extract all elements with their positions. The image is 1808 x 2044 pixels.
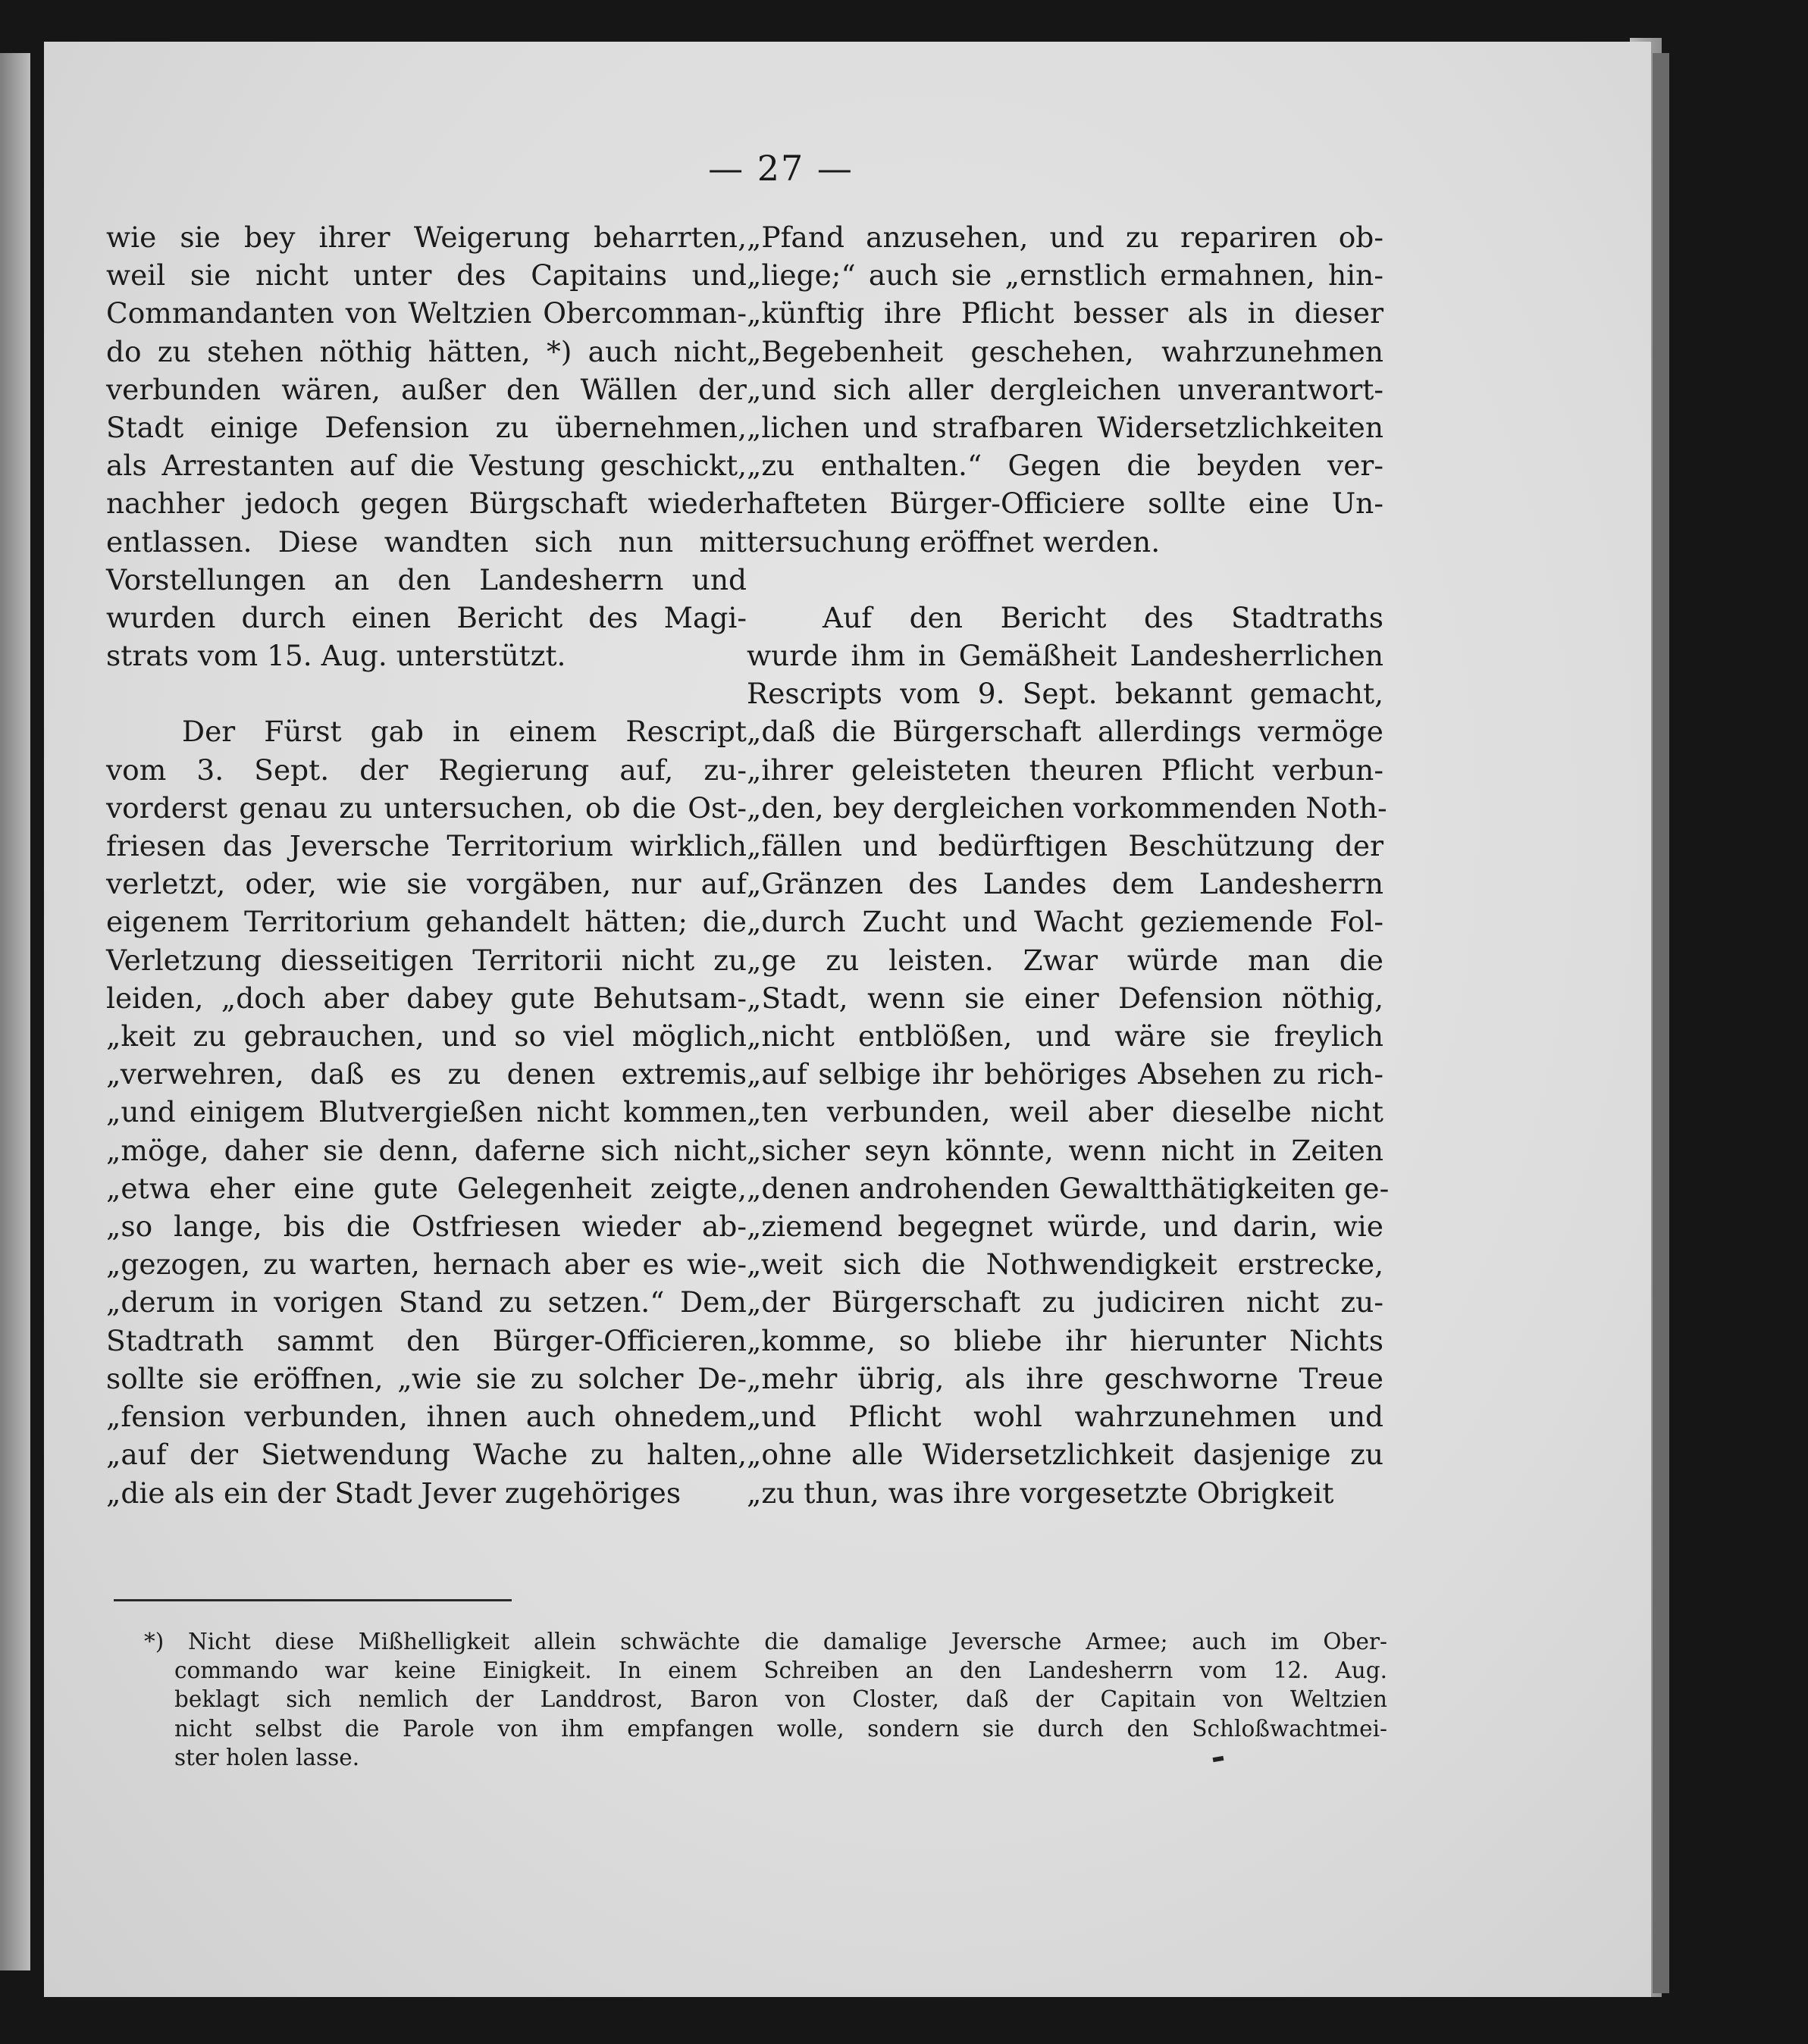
text-line: „Gränzen des Landes dem Landesherrn xyxy=(747,867,1383,901)
right-paragraph-2 xyxy=(747,599,1390,1512)
text-line: Vorstellungen an den Landesherrn und xyxy=(106,562,747,596)
text-line: vorderst genau zu untersuchen, ob die Ost- xyxy=(106,790,747,825)
text-line: friesen das Jeversche Territorium wirklich xyxy=(106,829,747,863)
text-line: beklagt sich nemlich der Landdrost, Baron von Closter, daß der Capitain von Weltzien xyxy=(174,1686,1387,1713)
text-line: leiden, „doch aber dabey gute Behutsam- xyxy=(106,981,747,1015)
previous-page-edge xyxy=(0,53,30,1970)
text-line: „weit sich die Nothwendigkeit erstrecke, xyxy=(747,1247,1383,1282)
text-line: Stadtrath sammt den Bürger-Officieren xyxy=(106,1323,747,1357)
text-line: „denen androhenden Gewaltthätigkeiten ge- xyxy=(747,1171,1390,1205)
text-line: „nicht entblößen, und wäre sie freylich xyxy=(747,1019,1383,1053)
text-line: sollte sie eröffnen, „wie sie zu solcher De- xyxy=(106,1361,747,1395)
text-line: „ge zu leisten. Zwar würde man die xyxy=(747,943,1383,977)
text-line: „komme, so bliebe ihr hierunter Nichts xyxy=(747,1323,1383,1357)
footnote-rule xyxy=(114,1599,512,1601)
text-line: *) Nicht diese Mißhelligkeit allein schwächte die damalige Jeversche Armee; auch im Ober- xyxy=(144,1629,1387,1654)
text-line: Verletzung diesseitigen Territorii nicht zu xyxy=(106,943,747,977)
text-line: „und Pflicht wohl wahrzunehmen und xyxy=(747,1400,1383,1434)
left-paragraph-2 xyxy=(106,712,747,1511)
text-line: „fension verbunden, ihnen auch ohnedem xyxy=(106,1400,747,1434)
text-line: wurde ihm in Gemäßheit Landesherrlichen xyxy=(747,639,1383,673)
text-line: „Begebenheit geschehen, wahrzunehmen xyxy=(747,334,1383,368)
footnote xyxy=(144,1627,1387,1772)
text-line: commando war keine Einigkeit. In einem Schreiben an den Landesherrn vom 12. Aug. xyxy=(174,1657,1387,1684)
text-line: „zu enthalten.“ Gegen die beyden ver- xyxy=(747,449,1383,483)
text-line: „etwa eher eine gute Gelegenheit zeigte, xyxy=(106,1171,747,1205)
text-line: Commandanten von Weltzien Obercomman- xyxy=(106,296,747,330)
page-shadow xyxy=(1653,53,1669,1993)
text-line: „auf der Sietwendung Wache zu halten, xyxy=(106,1438,747,1472)
page-number: — 27 — xyxy=(708,148,854,189)
text-line: „ihrer geleisteten theuren Pflicht verbun- xyxy=(747,753,1383,787)
text-line: „Stadt, wenn sie einer Defension nöthig, xyxy=(747,981,1383,1015)
text-line: als Arrestanten auf die Vestung geschickt, xyxy=(106,449,747,483)
text-line: „und einigem Blutvergießen nicht kommen xyxy=(106,1095,747,1129)
text-line: „zu thun, was ihre vorgesetzte Obrigkeit xyxy=(747,1476,1334,1510)
left-column xyxy=(106,218,747,1512)
left-paragraph-1 xyxy=(106,218,747,675)
right-column xyxy=(747,218,1390,1512)
text-line: „mehr übrig, als ihre geschworne Treue xyxy=(747,1361,1383,1395)
text-line: „gezogen, zu warten, hernach aber es wie- xyxy=(106,1247,747,1282)
text-line: „keit zu gebrauchen, und so viel möglich xyxy=(106,1019,747,1053)
text-line: do zu stehen nöthig hätten, *) auch nicht xyxy=(106,334,747,368)
text-line: entlassen. Diese wandten sich nun mit xyxy=(106,524,747,559)
text-line: „und sich aller dergleichen unverantwort- xyxy=(747,372,1383,406)
text-line: „liege;“ auch sie „ernstlich ermahnen, hin- xyxy=(747,258,1383,293)
text-line: vom 3. Sept. der Regierung auf, zu- xyxy=(106,753,747,787)
text-line: strats vom 15. Aug. unterstützt. xyxy=(106,639,566,673)
text-line: „der Bürgerschaft zu judiciren nicht zu- xyxy=(747,1285,1383,1319)
text-line: „künftig ihre Pflicht besser als in dieser xyxy=(747,296,1383,330)
text-line: wie sie bey ihrer Weigerung beharrten, xyxy=(106,221,747,254)
text-line: „möge, daher sie denn, daferne sich nicht xyxy=(106,1133,747,1167)
text-line: „den, bey dergleichen vorkommenden Noth- xyxy=(747,790,1387,825)
text-line: Rescripts vom 9. Sept. bekannt gemacht, xyxy=(747,677,1383,711)
text-line: Auf den Bericht des Stadtraths xyxy=(823,600,1383,634)
text-line: „verwehren, daß es zu denen extremis xyxy=(106,1057,747,1091)
text-line: „Pfand anzusehen, und zu repariren ob- xyxy=(747,221,1383,254)
text-line: verbunden wären, außer den Wällen der xyxy=(106,372,747,406)
text-line: „sicher seyn könnte, wenn nicht in Zeiten xyxy=(747,1133,1383,1167)
text-line: Stadt einige Defension zu übernehmen, xyxy=(106,411,747,445)
text-line: tersuchung eröffnet werden. xyxy=(747,524,1161,559)
text-line: „fällen und bedürftigen Beschützung der xyxy=(747,829,1383,863)
text-line: „durch Zucht und Wacht geziemende Fol- xyxy=(747,905,1383,939)
text-line: Der Fürst gab in einem Rescript xyxy=(182,715,747,749)
text-line: ster holen lasse. xyxy=(174,1744,360,1770)
text-line: „auf selbige ihr behöriges Absehen zu rich- xyxy=(747,1057,1383,1091)
text-line: „die als ein der Stadt Jever zugehöriges xyxy=(106,1476,682,1510)
text-line: eigenem Territorium gehandelt hätten; die xyxy=(106,905,747,939)
text-line: nachher jedoch gegen Bürgschaft wieder xyxy=(106,487,747,521)
text-line: nicht selbst die Parole von ihm empfangen wolle, sondern sie durch den Schloßwachtmei- xyxy=(174,1715,1387,1742)
text-line: weil sie nicht unter des Capitains und xyxy=(106,258,747,293)
text-line: verletzt, oder, wie sie vorgäben, nur auf xyxy=(106,867,747,901)
text-line: „lichen und strafbaren Widersetzlichkeiten xyxy=(747,411,1383,445)
text-line: „so lange, bis die Ostfriesen wieder ab- xyxy=(106,1210,747,1244)
right-paragraph-1 xyxy=(747,218,1383,561)
text-line: wurden durch einen Bericht des Magi- xyxy=(106,601,747,635)
text-line: „ohne alle Widersetzlichkeit dasjenige zu xyxy=(747,1438,1383,1472)
text-line: „daß die Bürgerschaft allerdings vermöge xyxy=(747,715,1383,749)
text-line: „ziemend begegnet würde, und darin, wie xyxy=(747,1210,1383,1244)
text-line: hafteten Bürger-Officiere sollte eine Un- xyxy=(747,487,1383,521)
text-line: „derum in vorigen Stand zu setzen.“ Dem xyxy=(106,1285,747,1319)
text-line: „ten verbunden, weil aber dieselbe nicht xyxy=(747,1095,1383,1129)
